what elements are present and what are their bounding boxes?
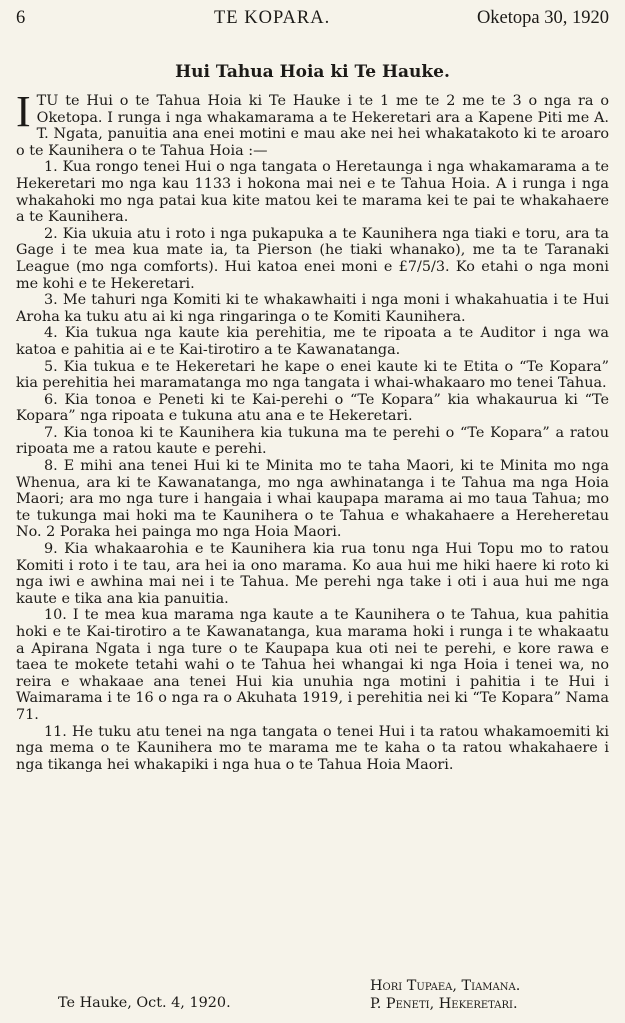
signature-chairman: Hori Tupaea, Tiamana. xyxy=(370,978,521,994)
motion-paragraph: 8. E mihi ana tenei Hui ki te Minita mo te taha Maori, ki te Minita mo nga Whenua, ara ki te Kawanatanga, mo nga awhinatanga i te Tahua ma nga Hoia Maori; ara mo nga ture i hangaia i whai kaupapa marama ai mo taua Tahua; mo te tukunga mai hoki ma te Kaunihera o te Tahua e whakahaere a Hereheretau No. 2 Poraka hei painga mo nga Hoia Maori. xyxy=(16,458,609,541)
intro-paragraph xyxy=(16,87,609,159)
signature-secretary: P. Peneti, Hekeretari. xyxy=(370,996,518,1012)
motion-paragraph: 3. Me tahuri nga Komiti ki te whakawhaiti i nga moni i whakahuatia i te Hui Aroha ka tuku atu ai ki nga ringaringa o te Komiti Kaunihera. xyxy=(16,292,609,325)
motion-paragraph: 2. Kia ukuia atu i roto i nga pukapuka a te Kaunihera nga tiaki e toru, ara ta Gage i te mea kua mate ia, ta Pierson (he tiaki whanako), me ta te Taranaki League (mo nga comforts). Hui katoa enei moni e £7/5/3. Ko etahi o nga moni me kohi e te Hekeretari. xyxy=(16,225,609,292)
drop-cap: I xyxy=(16,87,31,136)
page-number: 6 xyxy=(16,8,26,28)
motion-paragraph: 1. Kua rongo tenei Hui o nga tangata o Heretaunga i nga whakamarama a te Hekeretari mo nga kau 1133 i hokona mai nei e te Tahua Hoia. A i runga i nga whakahoki mo nga patai kua kite matou kei te marama kei te pai te whakahaere a te Kaunihera. xyxy=(16,159,609,226)
motion-paragraph: 9. Kia whakaarohia e te Kaunihera kia rua tonu nga Hui Topu mo to ratou Komiti i roto i te tau, ara hei ia ono marama. Ko aua hui me hiki haere ki roto ki nga iwi e awhina mai nei i te Tahua. Me perehi nga take i oti i aua hui me nga kaute e tika ana kia panuitia. xyxy=(16,541,609,607)
motion-paragraph: 6. Kia tonoa e Peneti ki te Kai-perehi o “Te Kopara” kia whakaurua ki “Te Kopara” nga ripoata e tukuna atu ana e te Hekeretari. xyxy=(16,391,609,425)
motion-paragraph: 4. Kia tukua nga kaute kia perehitia, me te ripoata a te Auditor i nga wa katoa e pahitia ai e te Kai-tirotiro a te Kawanatanga. xyxy=(16,325,609,358)
intro-text: TU te Hui o te Tahua Hoia ki Te Hauke i te 1 me te 2 me te 3 o nga ra o Oketopa. I runga i nga whakamarama a te Hekeretari ara a Kapene Piti me A. T. Ngata, panuitia ana enei motini e mau ake nei hei whakatakoto ki te aroaro o te Kaunihera o te Tahua Hoia :— xyxy=(16,93,609,159)
publication-title: TE KOPARA. xyxy=(214,8,331,28)
article-body xyxy=(16,87,609,773)
motion-paragraph: 5. Kia tukua e te Hekeretari he kape o enei kaute ki te Etita o “Te Kopara” kia perehitia hei maramatanga mo nga tangata i whai-whakaaro mo tenei Tahua. xyxy=(16,358,609,392)
motion-paragraph: 11. He tuku atu tenei na nga tangata o tenei Hui i ta ratou whakamoemiti ki nga mema o te Kaunihera mo te marama me te kaha o ta ratou whakahaere i nga tikanga hei whakapiki i nga hua o te Tahua Hoia Maori. xyxy=(16,723,609,773)
place-date: Te Hauke, Oct. 4, 1920. xyxy=(58,995,231,1011)
issue-date: Oketopa 30, 1920 xyxy=(476,8,609,28)
article-title: Hui Tahua Hoia ki Te Hauke. xyxy=(175,62,450,82)
motion-paragraph: 10. I te mea kua marama nga kaute a te Kaunihera o te Tahua, kua pahitia hoki e te Kai-tirotiro a te Kawanatanga, kua marama hoki i runga i te whakaatu a Apirana Ngata i nga ture o te Kaupapa kua oti nei te perehi, e kore rawa e taea te mokete tetahi wahi o te Tahua hei whangai ki nga Hoia i tenei wa, no reira e whakaae ana tenei Hui kia unuhia nga motini i pahitia i te Hui i Waimarama i te 16 o nga ra o Akuhata 1919, i perehitia nei ki “Te Kopara” Nama 71. xyxy=(16,607,609,723)
motion-paragraph: 7. Kia tonoa ki te Kaunihera kia tukuna ma te perehi o “Te Kopara” a ratou ripoata me a ratou kaute e perehi. xyxy=(16,424,609,458)
page-header xyxy=(16,8,609,34)
